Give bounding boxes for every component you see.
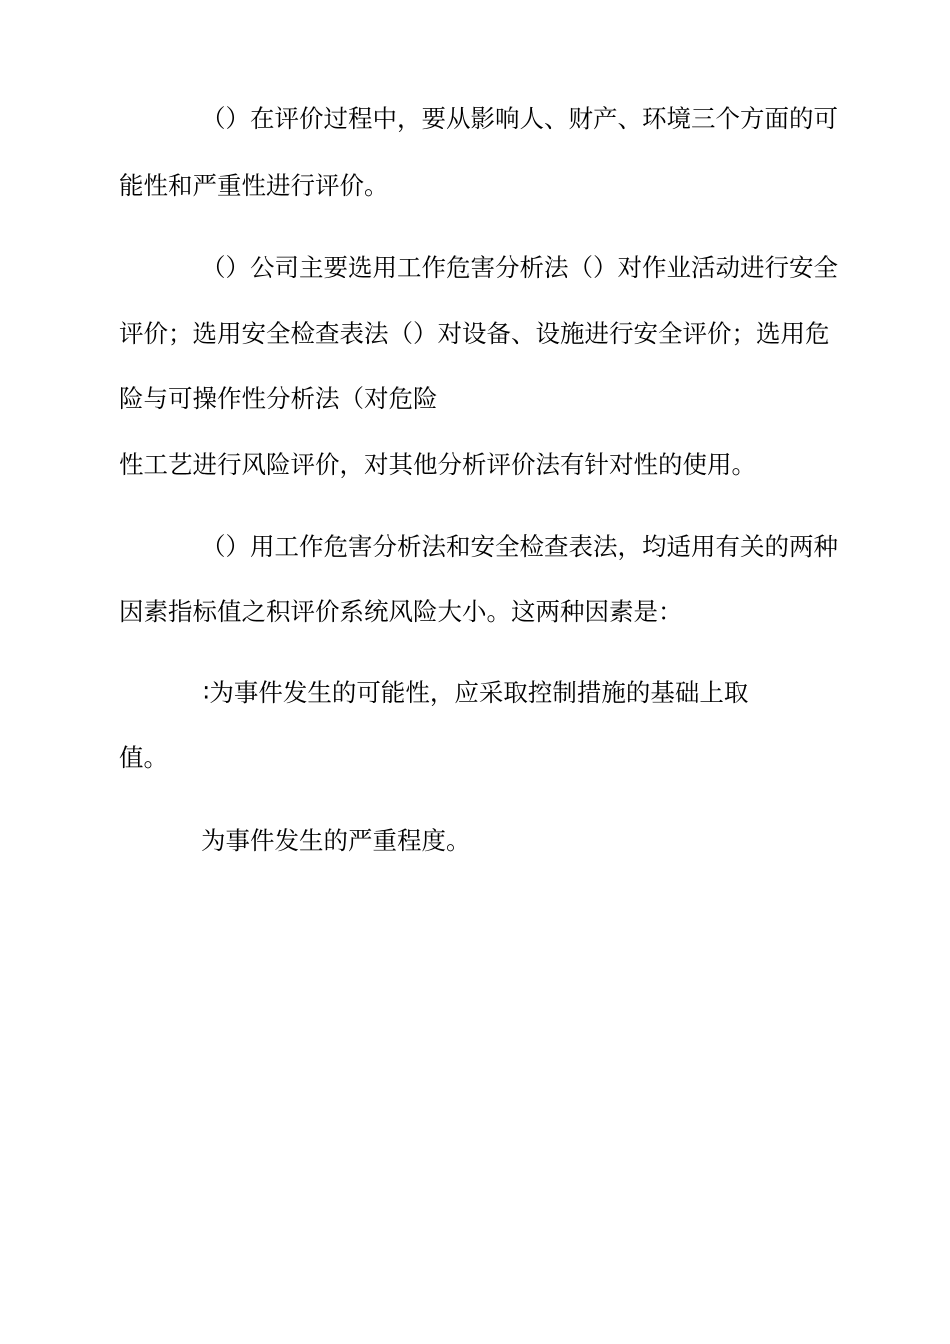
paragraph-2-line-1: （）公司主要选用工作危害分析法（）对作业活动进行安全 <box>201 253 838 282</box>
paragraph-5-line-1: 为事件发生的严重程度。 <box>201 826 471 855</box>
paragraph-4-line-2: 值。 <box>119 743 168 772</box>
paragraph-2-line-3: 险与可操作性分析法（对危险 <box>119 384 438 413</box>
paragraph-1-line-1: （）在评价过程中，要从影响人、财产、环境三个方面的可 <box>201 104 838 133</box>
paragraph-2-line-4: 性工艺进行风险评价，对其他分析评价法有针对性的使用。 <box>119 450 756 479</box>
paragraph-1-line-2: 能性和严重性进行评价。 <box>119 171 389 200</box>
paragraph-4-line-1: ∶为事件发生的可能性，应采取控制措施的基础上取 <box>203 678 749 707</box>
paragraph-3-line-2: 因素指标值之积评价系统风险大小。这两种因素是： <box>119 597 683 626</box>
paragraph-2-line-2: 评价；选用安全检查表法（）对设备、设施进行安全评价；选用危 <box>119 319 830 348</box>
paragraph-3-line-1: （）用工作危害分析法和安全检查表法，均适用有关的两种 <box>201 532 838 561</box>
